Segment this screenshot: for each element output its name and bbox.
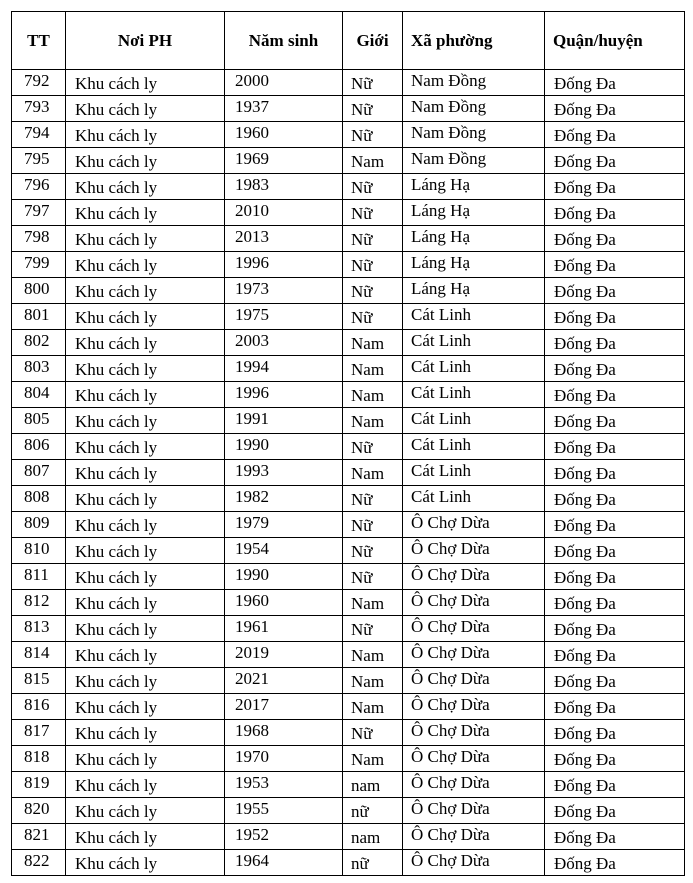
cell-noi-ph: Khu cách ly	[66, 746, 225, 772]
cell-nam-sinh: 1960	[225, 122, 343, 148]
cell-nam-sinh: 1993	[225, 460, 343, 486]
cell-noi-ph: Khu cách ly	[66, 694, 225, 720]
cell-quan-huyen: Đống Đa	[545, 330, 685, 356]
cell-nam-sinh: 2021	[225, 668, 343, 694]
cell-gioi: Nam	[343, 694, 403, 720]
cell-nam-sinh: 1955	[225, 798, 343, 824]
cell-quan-huyen: Đống Đa	[545, 304, 685, 330]
table-row	[12, 564, 685, 590]
cell-xa-phuong: Cát Linh	[403, 330, 545, 356]
cell-xa-phuong: Ô Chợ Dừa	[403, 590, 545, 616]
cell-tt: 816	[12, 694, 66, 720]
cell-tt: 805	[12, 408, 66, 434]
table-row	[12, 512, 685, 538]
cell-nam-sinh: 2003	[225, 330, 343, 356]
cell-xa-phuong: Ô Chợ Dừa	[403, 564, 545, 590]
table-row	[12, 824, 685, 850]
cell-nam-sinh: 1953	[225, 772, 343, 798]
table-row	[12, 642, 685, 668]
cell-gioi: Nam	[343, 330, 403, 356]
cell-noi-ph: Khu cách ly	[66, 200, 225, 226]
cell-gioi: Nữ	[343, 226, 403, 252]
patient-table	[11, 11, 685, 876]
cell-gioi: Nữ	[343, 720, 403, 746]
cell-nam-sinh: 1979	[225, 512, 343, 538]
cell-gioi: nữ	[343, 798, 403, 824]
cell-tt: 796	[12, 174, 66, 200]
cell-gioi: Nữ	[343, 616, 403, 642]
table-row	[12, 304, 685, 330]
cell-nam-sinh: 1960	[225, 590, 343, 616]
cell-tt: 807	[12, 460, 66, 486]
cell-tt: 808	[12, 486, 66, 512]
cell-nam-sinh: 1983	[225, 174, 343, 200]
cell-tt: 802	[12, 330, 66, 356]
table-row	[12, 278, 685, 304]
cell-tt: 820	[12, 798, 66, 824]
cell-xa-phuong: Ô Chợ Dừa	[403, 694, 545, 720]
table-row	[12, 590, 685, 616]
cell-noi-ph: Khu cách ly	[66, 486, 225, 512]
cell-tt: 800	[12, 278, 66, 304]
cell-tt: 797	[12, 200, 66, 226]
table-row	[12, 226, 685, 252]
cell-quan-huyen: Đống Đa	[545, 460, 685, 486]
cell-gioi: Nam	[343, 460, 403, 486]
cell-nam-sinh: 1970	[225, 746, 343, 772]
cell-noi-ph: Khu cách ly	[66, 798, 225, 824]
cell-tt: 819	[12, 772, 66, 798]
cell-tt: 814	[12, 642, 66, 668]
cell-quan-huyen: Đống Đa	[545, 434, 685, 460]
cell-gioi: Nam	[343, 356, 403, 382]
cell-quan-huyen: Đống Đa	[545, 642, 685, 668]
cell-xa-phuong: Cát Linh	[403, 382, 545, 408]
cell-quan-huyen: Đống Đa	[545, 226, 685, 252]
cell-noi-ph: Khu cách ly	[66, 330, 225, 356]
cell-xa-phuong: Cát Linh	[403, 304, 545, 330]
cell-gioi: Nữ	[343, 174, 403, 200]
header-tt: TT	[12, 12, 66, 70]
cell-noi-ph: Khu cách ly	[66, 382, 225, 408]
cell-noi-ph: Khu cách ly	[66, 122, 225, 148]
cell-xa-phuong: Nam Đồng	[403, 122, 545, 148]
cell-nam-sinh: 1996	[225, 382, 343, 408]
header-row	[12, 12, 685, 70]
cell-gioi: Nữ	[343, 538, 403, 564]
cell-nam-sinh: 1973	[225, 278, 343, 304]
cell-noi-ph: Khu cách ly	[66, 96, 225, 122]
cell-quan-huyen: Đống Đa	[545, 824, 685, 850]
table-row	[12, 486, 685, 512]
cell-quan-huyen: Đống Đa	[545, 590, 685, 616]
cell-nam-sinh: 1952	[225, 824, 343, 850]
cell-nam-sinh: 2013	[225, 226, 343, 252]
cell-nam-sinh: 1994	[225, 356, 343, 382]
table-row	[12, 746, 685, 772]
cell-quan-huyen: Đống Đa	[545, 148, 685, 174]
table-row	[12, 616, 685, 642]
cell-gioi: nam	[343, 772, 403, 798]
cell-quan-huyen: Đống Đa	[545, 694, 685, 720]
cell-xa-phuong: Láng Hạ	[403, 174, 545, 200]
cell-noi-ph: Khu cách ly	[66, 460, 225, 486]
cell-quan-huyen: Đống Đa	[545, 122, 685, 148]
cell-quan-huyen: Đống Đa	[545, 668, 685, 694]
cell-tt: 795	[12, 148, 66, 174]
cell-xa-phuong: Ô Chợ Dừa	[403, 720, 545, 746]
cell-gioi: Nam	[343, 746, 403, 772]
cell-tt: 817	[12, 720, 66, 746]
table-row	[12, 382, 685, 408]
table-row	[12, 720, 685, 746]
cell-noi-ph: Khu cách ly	[66, 772, 225, 798]
cell-xa-phuong: Ô Chợ Dừa	[403, 512, 545, 538]
cell-nam-sinh: 1954	[225, 538, 343, 564]
cell-gioi: Nữ	[343, 564, 403, 590]
cell-quan-huyen: Đống Đa	[545, 486, 685, 512]
table-row	[12, 694, 685, 720]
cell-gioi: Nữ	[343, 122, 403, 148]
cell-xa-phuong: Ô Chợ Dừa	[403, 668, 545, 694]
cell-quan-huyen: Đống Đa	[545, 850, 685, 876]
cell-tt: 822	[12, 850, 66, 876]
cell-noi-ph: Khu cách ly	[66, 304, 225, 330]
cell-nam-sinh: 1990	[225, 564, 343, 590]
cell-noi-ph: Khu cách ly	[66, 564, 225, 590]
table-row	[12, 538, 685, 564]
table-row	[12, 356, 685, 382]
cell-xa-phuong: Ô Chợ Dừa	[403, 642, 545, 668]
cell-tt: 810	[12, 538, 66, 564]
cell-tt: 813	[12, 616, 66, 642]
header-nam-sinh: Năm sinh	[225, 12, 343, 70]
header-gioi: Giới	[343, 12, 403, 70]
cell-tt: 792	[12, 70, 66, 96]
cell-noi-ph: Khu cách ly	[66, 538, 225, 564]
table-row	[12, 70, 685, 96]
cell-gioi: Nam	[343, 408, 403, 434]
cell-tt: 815	[12, 668, 66, 694]
cell-noi-ph: Khu cách ly	[66, 512, 225, 538]
cell-quan-huyen: Đống Đa	[545, 200, 685, 226]
table-row	[12, 408, 685, 434]
table-row	[12, 460, 685, 486]
cell-quan-huyen: Đống Đa	[545, 70, 685, 96]
cell-gioi: nữ	[343, 850, 403, 876]
cell-noi-ph: Khu cách ly	[66, 668, 225, 694]
cell-quan-huyen: Đống Đa	[545, 798, 685, 824]
cell-xa-phuong: Ô Chợ Dừa	[403, 824, 545, 850]
cell-noi-ph: Khu cách ly	[66, 824, 225, 850]
table-row	[12, 434, 685, 460]
table-row	[12, 772, 685, 798]
cell-xa-phuong: Ô Chợ Dừa	[403, 616, 545, 642]
cell-nam-sinh: 1975	[225, 304, 343, 330]
cell-tt: 812	[12, 590, 66, 616]
cell-quan-huyen: Đống Đa	[545, 720, 685, 746]
cell-gioi: Nữ	[343, 200, 403, 226]
cell-gioi: nam	[343, 824, 403, 850]
cell-xa-phuong: Cát Linh	[403, 486, 545, 512]
cell-gioi: Nữ	[343, 70, 403, 96]
cell-xa-phuong: Cát Linh	[403, 434, 545, 460]
cell-quan-huyen: Đống Đa	[545, 278, 685, 304]
table-row	[12, 252, 685, 278]
cell-nam-sinh: 1990	[225, 434, 343, 460]
cell-noi-ph: Khu cách ly	[66, 252, 225, 278]
cell-gioi: Nam	[343, 148, 403, 174]
cell-nam-sinh: 2000	[225, 70, 343, 96]
cell-xa-phuong: Cát Linh	[403, 356, 545, 382]
cell-xa-phuong: Ô Chợ Dừa	[403, 538, 545, 564]
cell-xa-phuong: Ô Chợ Dừa	[403, 850, 545, 876]
cell-nam-sinh: 1982	[225, 486, 343, 512]
cell-noi-ph: Khu cách ly	[66, 174, 225, 200]
cell-gioi: Nam	[343, 590, 403, 616]
cell-nam-sinh: 1996	[225, 252, 343, 278]
cell-tt: 803	[12, 356, 66, 382]
cell-quan-huyen: Đống Đa	[545, 408, 685, 434]
cell-noi-ph: Khu cách ly	[66, 278, 225, 304]
cell-quan-huyen: Đống Đa	[545, 564, 685, 590]
cell-gioi: Nam	[343, 668, 403, 694]
table-row	[12, 850, 685, 876]
cell-tt: 821	[12, 824, 66, 850]
cell-tt: 794	[12, 122, 66, 148]
cell-tt: 804	[12, 382, 66, 408]
table-row	[12, 200, 685, 226]
cell-quan-huyen: Đống Đa	[545, 538, 685, 564]
header-noi-ph: Nơi PH	[66, 12, 225, 70]
cell-quan-huyen: Đống Đa	[545, 512, 685, 538]
cell-noi-ph: Khu cách ly	[66, 408, 225, 434]
cell-nam-sinh: 1937	[225, 96, 343, 122]
cell-xa-phuong: Ô Chợ Dừa	[403, 772, 545, 798]
cell-nam-sinh: 1991	[225, 408, 343, 434]
cell-tt: 806	[12, 434, 66, 460]
cell-xa-phuong: Nam Đồng	[403, 70, 545, 96]
cell-xa-phuong: Ô Chợ Dừa	[403, 798, 545, 824]
header-xa-phuong: Xã phường	[403, 12, 545, 70]
cell-xa-phuong: Láng Hạ	[403, 226, 545, 252]
cell-noi-ph: Khu cách ly	[66, 720, 225, 746]
cell-quan-huyen: Đống Đa	[545, 96, 685, 122]
table-row	[12, 798, 685, 824]
table-row	[12, 122, 685, 148]
cell-tt: 793	[12, 96, 66, 122]
cell-xa-phuong: Nam Đồng	[403, 148, 545, 174]
cell-quan-huyen: Đống Đa	[545, 174, 685, 200]
header-quan-huyen: Quận/huyện	[545, 12, 685, 70]
cell-nam-sinh: 2017	[225, 694, 343, 720]
cell-noi-ph: Khu cách ly	[66, 616, 225, 642]
cell-tt: 798	[12, 226, 66, 252]
cell-nam-sinh: 1964	[225, 850, 343, 876]
cell-noi-ph: Khu cách ly	[66, 148, 225, 174]
cell-noi-ph: Khu cách ly	[66, 356, 225, 382]
cell-gioi: Nữ	[343, 252, 403, 278]
cell-gioi: Nam	[343, 382, 403, 408]
cell-gioi: Nữ	[343, 96, 403, 122]
table-row	[12, 148, 685, 174]
table-row	[12, 174, 685, 200]
cell-tt: 811	[12, 564, 66, 590]
table-row	[12, 668, 685, 694]
cell-gioi: Nam	[343, 642, 403, 668]
cell-nam-sinh: 2010	[225, 200, 343, 226]
cell-quan-huyen: Đống Đa	[545, 356, 685, 382]
table-row	[12, 330, 685, 356]
cell-nam-sinh: 2019	[225, 642, 343, 668]
cell-gioi: Nữ	[343, 512, 403, 538]
cell-noi-ph: Khu cách ly	[66, 642, 225, 668]
cell-quan-huyen: Đống Đa	[545, 772, 685, 798]
cell-noi-ph: Khu cách ly	[66, 590, 225, 616]
cell-tt: 809	[12, 512, 66, 538]
table-body	[12, 70, 685, 876]
cell-gioi: Nữ	[343, 434, 403, 460]
cell-quan-huyen: Đống Đa	[545, 382, 685, 408]
cell-gioi: Nữ	[343, 278, 403, 304]
cell-tt: 818	[12, 746, 66, 772]
cell-xa-phuong: Cát Linh	[403, 460, 545, 486]
cell-xa-phuong: Nam Đồng	[403, 96, 545, 122]
cell-xa-phuong: Láng Hạ	[403, 200, 545, 226]
table-row	[12, 96, 685, 122]
cell-noi-ph: Khu cách ly	[66, 70, 225, 96]
cell-nam-sinh: 1969	[225, 148, 343, 174]
cell-xa-phuong: Láng Hạ	[403, 278, 545, 304]
cell-quan-huyen: Đống Đa	[545, 616, 685, 642]
cell-noi-ph: Khu cách ly	[66, 434, 225, 460]
cell-xa-phuong: Ô Chợ Dừa	[403, 746, 545, 772]
cell-quan-huyen: Đống Đa	[545, 252, 685, 278]
cell-nam-sinh: 1968	[225, 720, 343, 746]
cell-noi-ph: Khu cách ly	[66, 226, 225, 252]
cell-noi-ph: Khu cách ly	[66, 850, 225, 876]
cell-nam-sinh: 1961	[225, 616, 343, 642]
cell-gioi: Nữ	[343, 486, 403, 512]
cell-tt: 801	[12, 304, 66, 330]
cell-quan-huyen: Đống Đa	[545, 746, 685, 772]
cell-gioi: Nữ	[343, 304, 403, 330]
cell-xa-phuong: Láng Hạ	[403, 252, 545, 278]
cell-tt: 799	[12, 252, 66, 278]
cell-xa-phuong: Cát Linh	[403, 408, 545, 434]
